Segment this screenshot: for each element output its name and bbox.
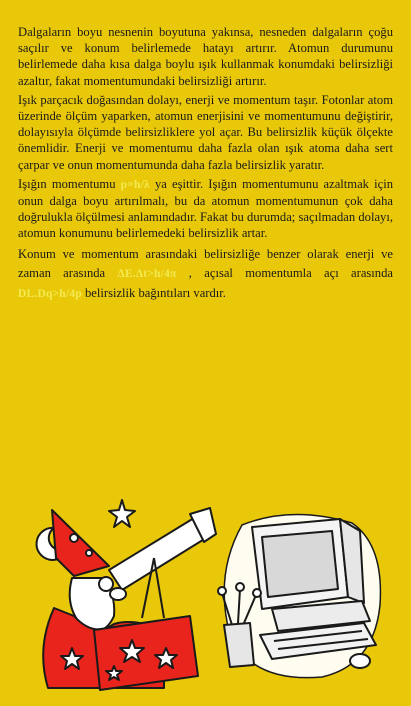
article-text — [18, 24, 393, 307]
paragraph-3: Işığın momentumu p=h/λ ya eşittir. Işığın momentumunu azaltmak için onun dalga boyu artırılmalı, bu da atomun momentumunun çok daha doğrulukla ölçülmesi anlamındadır. Fakat bu durumda; saçılmadan dolayı, atomun konumunu belirlemedeki belirsizlik artar. — [18, 176, 393, 241]
energy-time-formula: ΔE.Δt>h/4π — [117, 267, 177, 280]
momentum-formula: p=h/λ — [120, 178, 150, 191]
paragraph-1: Dalgaların boyu nesnenin boyutuna yakınsa, nesneden dalgaların çoğu saçılır ve konum belirlemede hatayı artırır. Atomun durumunu belirlemede daha kısa dalga boylu ışık kullanmak konumdaki belirsizliği azaltır, fakat momentumundaki belirsizliği artırır. — [18, 25, 393, 88]
paragraph-2: Işık parçacık doğasından dolayı, enerji ve momentum taşır. Fotonlar atom üzerinde ölçüm yaparken, atomun enerjisini ve momentumunu değiştirir, dolayısıyla ölçümde belirsizliklere yol açar. Bu belirsizlik küçük ölçekte önemlidir. Enerji ve momentumu daha fazla olan ışık atoma daha sert çarpar ve onun momentumunda daha fazla belirsizlik yaratır. — [18, 92, 393, 172]
angular-momentum-formula: DL.Dq>h/4p — [18, 287, 82, 300]
paragraph-4: Konum ve momentum arasındaki belirsizliğe benzer olarak enerji ve zaman arasında ΔE.Δt>h/4π , açısal momentumla açı arasında DL.Dq>h/4p belirsizlik bağıntıları vardır. — [18, 246, 393, 300]
computer-monitor-icon — [212, 505, 387, 685]
wizard-with-telescope-icon — [14, 498, 219, 698]
